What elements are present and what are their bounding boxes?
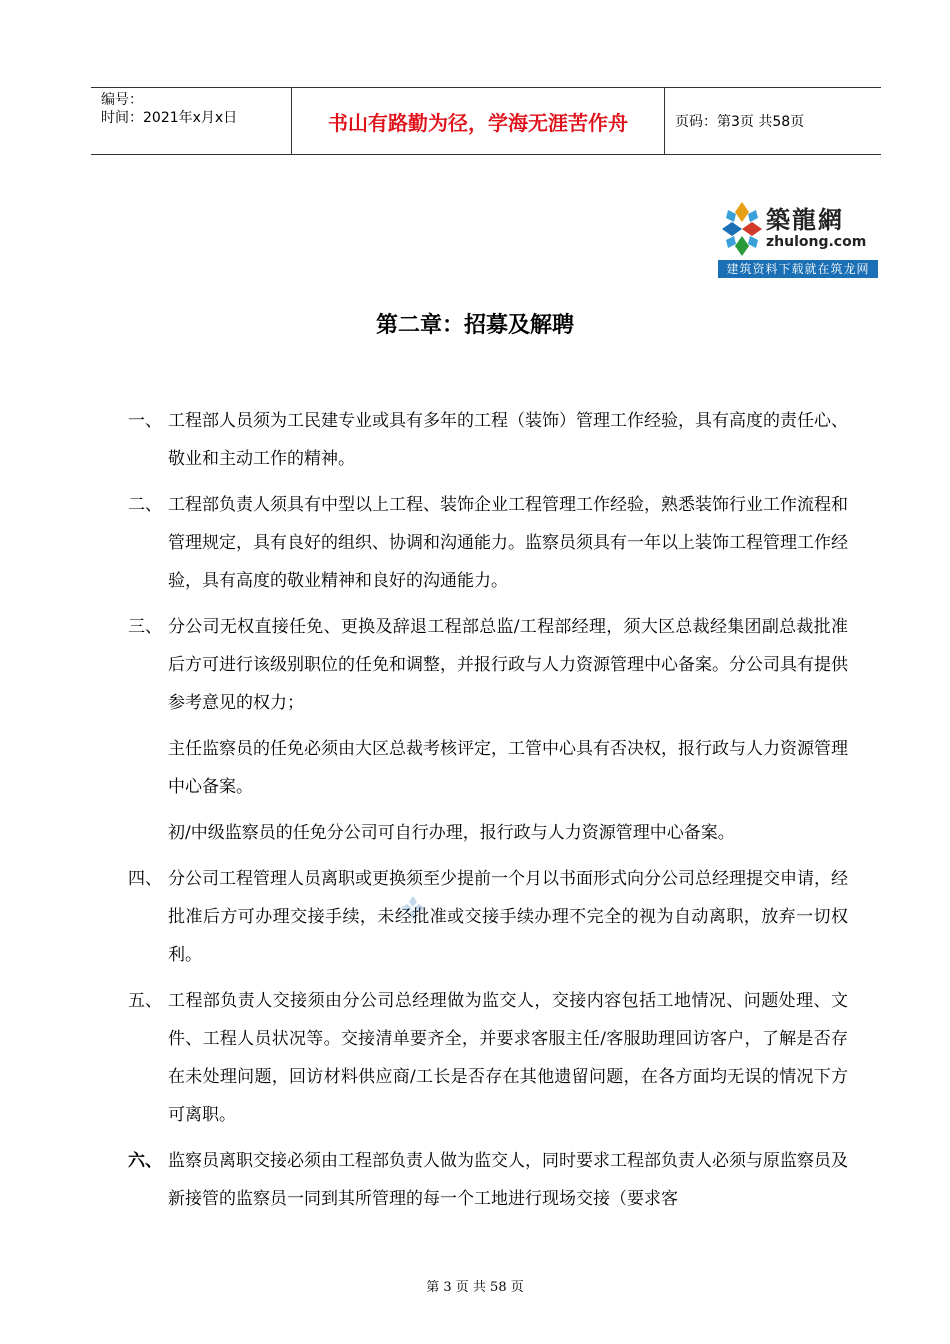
page-footer: 第 3 页 共 58 页 — [426, 1280, 524, 1295]
sub-paragraph-2: 初/中级监察员的任免分公司可自行办理，报行政与人力资源管理中心备案。 — [168, 823, 735, 843]
motto: 书山有路勤为径，学海无涯苦作舟 — [292, 88, 665, 154]
time-label: 时间：2021年x月x日 — [101, 110, 238, 126]
list-item-1 — [128, 402, 848, 478]
number-label: 编号： — [101, 92, 143, 108]
item-number: 五、 — [128, 991, 162, 1011]
list-item-6 — [128, 1142, 848, 1218]
item-number: 一、 — [128, 411, 162, 431]
logo-url: zhulong.com — [766, 234, 867, 250]
logo-name: 築龍網 — [766, 205, 844, 234]
snowflake-logo-icon — [718, 200, 766, 258]
item-text: 分公司无权直接任免、更换及辞退工程部总监/工程部经理，须大区总裁经集团副总裁批准后方可进行该级别职位的任免和调整，并报行政与人力资源管理中心备案。分公司具有提供参考意见的权力； — [168, 617, 848, 713]
item-text: 监察员离职交接必须由工程部负责人做为监交人，同时要求工程部负责人必须与原监察员及新接管的监察员一同到其所管理的每一个工地进行现场交接（要求客 — [168, 1151, 848, 1209]
sub-paragraph-1: 主任监察员的任免必须由大区总裁考核评定，工管中心具有否决权，报行政与人力资源管理中心备案。 — [168, 739, 848, 797]
chapter-title: 第二章：招募及解聘 — [375, 313, 574, 338]
header-left-cell — [91, 88, 292, 154]
logo-slogan: 建筑资料下载就在筑龙网 — [718, 260, 878, 278]
header-table — [91, 87, 881, 155]
list-item-3 — [128, 608, 848, 722]
item-text: 工程部负责人交接须由分公司总经理做为监交人，交接内容包括工地情况、问题处理、文件、工程人员状况等。交接清单要齐全，并要求客服主任/客服助理回访客户，了解是否存在未处理问题，回访材料供应商/工长是否存在其他遗留问题，在各方面均无误的情况下方可离职。 — [168, 991, 848, 1125]
item-number: 四、 — [128, 869, 162, 889]
list-item-4 — [128, 860, 848, 974]
item-text: 工程部人员须为工民建专业或具有多年的工程（装饰）管理工作经验，具有高度的责任心、敬业和主动工作的精神。 — [168, 411, 848, 469]
list-item-5 — [128, 982, 848, 1134]
item-text: 分公司工程管理人员离职或更换须至少提前一个月以书面形式向分公司总经理提交申请，经批准后方可办理交接手续，未经批准或交接手续办理不完全的视为自动离职，放弃一切权利。 — [168, 869, 848, 965]
item-number: 三、 — [128, 617, 162, 637]
logo-top — [718, 198, 878, 260]
list-item-2 — [128, 486, 848, 600]
item-number: 六、 — [128, 1151, 162, 1171]
page-code: 页码：第3页 共58页 — [675, 114, 805, 130]
item-text: 工程部负责人须具有中型以上工程、装饰企业工程管理工作经验，熟悉装饰行业工作流程和管理规定，具有良好的组织、协调和沟通能力。监察员须具有一年以上装饰工程管理工作经验，具有高度的敬业精神和良好的沟通能力。 — [168, 495, 848, 591]
zhulong-logo — [718, 198, 878, 280]
document-body — [128, 402, 848, 1226]
item-number: 二、 — [128, 495, 162, 515]
